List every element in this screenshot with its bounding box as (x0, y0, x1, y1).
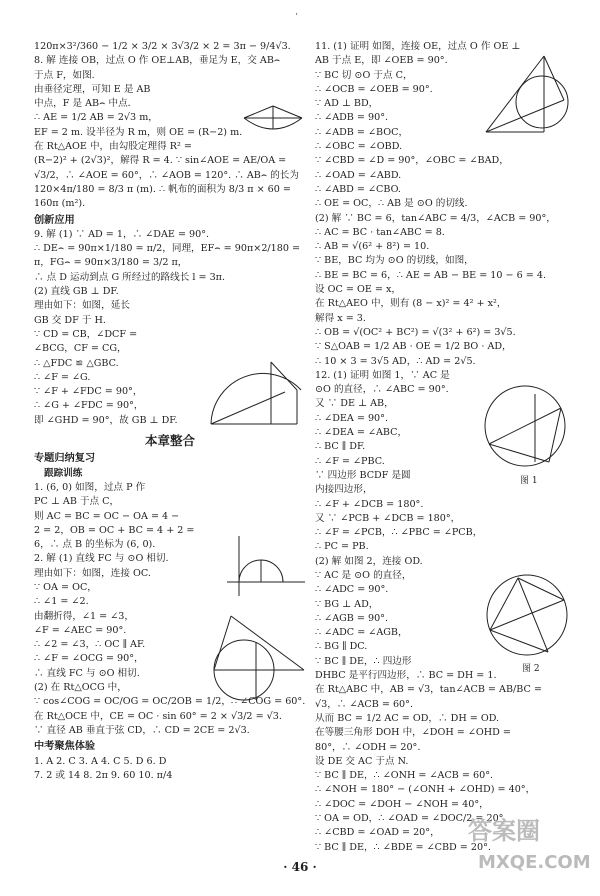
text-line: ∴ 10 × 3 = 3√5 AD，∴ AD = 2√5. (315, 355, 476, 367)
text-line: 理由如下：如图，延长 (34, 300, 130, 312)
text-line: 在等腰三角形 DOH 中，∠DOH = ∠OHD = (315, 727, 511, 739)
text-line: AB 于点 E，即 ∠OEB = 90°. (315, 55, 448, 67)
section-heading: 创新应用 (34, 214, 75, 226)
text-line: 理由如下：如图，连接 OC. (34, 567, 151, 579)
figure-problem-12-1 (475, 382, 575, 470)
text-line: ∵ BC 切 ⊙O 于点 C， (315, 69, 413, 81)
text-line: ⊙O 的直径，∴ ∠ABC = 90°. (315, 384, 449, 396)
text-line: ∴ 点 D 运动到点 G 所经过的路线长 l = 3π. (34, 271, 226, 283)
text-line: 中点，F 是 AB⌢ 中点． (34, 98, 138, 110)
text-line: 设 OC = OE = x， (315, 284, 401, 296)
subsection-heading: 跟踪训练 (44, 467, 83, 479)
text-line: 1. (6, 0) 如图，过点 P 作 (34, 481, 146, 493)
text-line: ∴ ∠DEA = ∠ABC， (315, 427, 408, 439)
text-line: ∴ ∠1 = ∠2. (34, 596, 89, 608)
text-line: ∵ 四边形 BCDF 是圆 (315, 469, 411, 481)
text-line: ∴ ∠DEA = 90°. (315, 412, 389, 424)
text-line: ∴ ∠ABD = ∠CBO. (315, 183, 401, 195)
text-line: ∴ ∠F = ∠PBC. (315, 455, 385, 467)
chapter-heading: 本章整合 (144, 434, 195, 449)
figure-tangent-circle (206, 612, 306, 712)
top-mark: · (295, 9, 299, 20)
figure-1-caption: 图 1 (520, 476, 538, 486)
text-line: ∵ OA = OC， (34, 581, 97, 593)
text-line: ∠BCG，CF = CG， (34, 343, 127, 355)
text-line: GB 交 DF 于 H. (34, 314, 106, 326)
text-line: ∴ PC = PB. (315, 541, 369, 553)
text-line: ∴ BC ∥ DF. (315, 441, 366, 453)
text-line: ∴ AC = BC · tan∠ABC = 8. (315, 226, 445, 238)
text-line: 在 Rt△AEO 中，则有 (8 − x)² = 4² + x²， (315, 298, 507, 310)
text-line: 又 ∵ DE ⊥ AB， (315, 398, 394, 410)
text-line: 内接四边形， (315, 484, 373, 496)
text-line: 8. 解 连接 OB，过点 O 作 OE⊥AB，垂足为 E，交 AB⌢ (34, 55, 281, 67)
text-line: (2) 解 如图 2，连接 OD. (315, 555, 423, 567)
text-line: 120×4π/180 = 8/3 π (m). ∴ 帆布的面积为 8/3 π × 60 = (34, 183, 291, 195)
text-line: 则 AC = BC = OC − OA = 4 − (34, 510, 180, 522)
text-line: ∵ AD ⊥ BD， (315, 98, 379, 110)
text-line: 在 Rt△ABC 中，AB = √3，tan∠ACB = AB/BC = (315, 684, 542, 696)
section-heading: 专题归纳复习 (34, 453, 96, 465)
watermark-logo: 答案圈 (468, 817, 540, 845)
text-line: ∴ BG ∥ DC. (315, 641, 368, 653)
text-line: 于点 F，如图. (34, 69, 95, 81)
text-line: ∠F = ∠AEC = 90°. (34, 624, 127, 636)
text-line: ∴ ∠F = ∠OCG = 90°， (34, 653, 144, 665)
text-line: (2) 解 ∵ BC = 6，tan∠ABC = 4/3，∠ACB = 90°， (315, 212, 556, 224)
text-line: ∵ cos∠COG = OC/OG = OC/2OB = 1/2，∴ ∠COG = 60°. (34, 696, 306, 708)
text-line: DHBC 是平行四边形，∴ BC = DH = 1. (315, 670, 497, 682)
text-line: ∵ BE，BC 均为 ⊙O 的切线，如图， (315, 255, 474, 267)
text-line: ∴ ∠OAD = ∠ABD. (315, 169, 402, 181)
text-line: 11. (1) 证明 如图，连接 OE，过点 O 作 OE ⊥ (315, 41, 521, 52)
text-line: ∵ S△OAB = 1/2 AB · OE = 1/2 BO · AD， (315, 341, 512, 353)
text-line: ∴ AE = 1/2 AB = 2√3 m， (34, 112, 158, 124)
text-line: EF = 2 m. 设半径为 R m，则 OE = (R−2) m. (34, 126, 243, 138)
text-line: (2) 在 Rt△OCG 中， (34, 682, 127, 694)
text-line: ∵ BC ∥ DE，∴ ∠ONH = ∠ACB = 60°. (315, 770, 494, 782)
text-line: ∵ AC 是 ⊙O 的直径， (315, 569, 412, 581)
figure-2-caption: 图 2 (522, 664, 540, 674)
text-line: 2. 解 (1) 直线 FC 与 ⊙O 相切. (34, 553, 169, 565)
page-number: · 46 · (283, 859, 317, 874)
text-line: 7. 2 或 14 8. 2π 9. 60 10. π/4 (34, 769, 173, 781)
text-line: ∵ BG ⊥ AD， (315, 598, 379, 610)
text-line: ∴ ∠F = ∠PCB，∴ ∠PBC = ∠PCB， (315, 527, 483, 539)
text-line: 1. A 2. C 3. A 4. C 5. D 6. D (34, 755, 167, 767)
figure-coordinate-circle (225, 532, 310, 600)
text-line: (R−2)² + (2√3)²，解得 R = 4. ∵ sin∠AOE = AE/OA = (34, 155, 287, 167)
text-line: ∴ 直线 FC 与 ⊙O 相切. (34, 667, 140, 679)
text-line: 6，∴ 点 B 的坐标为 (6, 0). (34, 539, 156, 551)
figure-problem-12-2 (478, 570, 576, 660)
text-line: π，FG⌢ = 90π×3/180 = 3/2 π， (34, 257, 188, 269)
text-line: ∴ ∠ADB = ∠BOC， (315, 126, 409, 138)
text-line: ∴ ∠OCB = ∠OEB = 90°. (315, 83, 433, 95)
text-line: ∵ ∠F + ∠FDC = 90°， (34, 386, 143, 398)
text-line: PC ⊥ AB 于点 C， (34, 496, 120, 508)
text-line: ∵ ∠CBD = ∠D = 90°，∠OBC = ∠BAD， (315, 155, 509, 167)
text-line: 从而 BC = 1/2 AC = OD，∴ DH = OD. (315, 712, 500, 724)
text-line: ∴ ∠ADB = 90°. (315, 112, 389, 124)
text-line: ∵ CD = CB，∠DCF = (34, 328, 138, 340)
text-line: ∴ ∠F = ∠G. (34, 371, 91, 383)
text-line: 在 Rt△OCE 中，CE = OC · sin 60° = 2 × √3/2 = √3. (34, 710, 282, 722)
section-heading: 中考聚焦体验 (34, 741, 96, 753)
text-line: ∵ OA = OD，∴ ∠OAD = ∠DOC/2 = 20°. (315, 813, 507, 825)
text-line: ∴ OE = OC，∴ AB 是 ⊙O 的切线. (315, 198, 468, 210)
text-line: (2) 直线 GB ⊥ DF. (34, 286, 119, 298)
text-line: ∵ BC ∥ DE，∴ 四边形 (315, 655, 412, 667)
text-line: 由翻折得，∠1 = ∠3， (34, 610, 134, 622)
text-line: 120π×3²/360 − 1/2 × 3/2 × 3√3/2 × 2 = 3π − 9/4√3. (34, 41, 291, 52)
figure-sail-arc (238, 104, 308, 144)
figure-problem-11 (478, 52, 578, 140)
text-line: ∵ 直径 AB 垂直于弦 CD，∴ CD = 2CE = 2√3. (34, 724, 250, 736)
text-line: 在 Rt△AOE 中，由勾股定理得 R² = (34, 141, 192, 153)
text-line: ∵ BC ∥ DE，∴ ∠BDE = ∠CBD = 20°. (315, 841, 491, 853)
text-line: ∴ ∠2 = ∠3，∴ OC ∥ AF. (34, 639, 146, 651)
text-line: ∴ ∠OBC = ∠OBD. (315, 141, 403, 153)
text-line: ∴ DE⌢ = 90π×1/180 = π/2，同理，EF⌢ = 90π×2/180 = (34, 243, 301, 255)
text-line: ∴ ∠CBD = ∠OAD = 20°， (315, 827, 440, 839)
text-line: ∴ ∠AGB = 90°. (315, 612, 389, 624)
text-line: 12. (1) 证明 如图 1，∵ AC 是 (315, 369, 450, 381)
text-line: 80°，∴ ∠ODH = 20°. (315, 741, 421, 753)
text-line: ∴ AB = √(6² + 8²) = 10. (315, 241, 430, 253)
text-line: 由垂径定理，可知 E 是 AB (34, 83, 151, 95)
text-line: 解得 x = 3. (315, 312, 366, 324)
figure-rolling-square (205, 360, 305, 432)
text-line: ∴ ∠NOH = 180° − (∠ONH + ∠OHD) = 40°， (315, 784, 536, 796)
text-line: 设 DE 交 AC 于点 N. (315, 755, 409, 767)
text-line: ∴ △FDC ≌ △GBC. (34, 357, 119, 369)
text-line: ∴ ∠ADC = 90°. (315, 584, 389, 596)
text-line: √3/2，∴ ∠AOE = 60°，∴ ∠AOB = 120°. ∴ AB⌢ 的长为 (34, 169, 299, 181)
text-line: 即 ∠GHD = 90°，故 GB ⊥ DF. (34, 414, 178, 426)
text-line: ∴ ∠DOC = ∠DOH − ∠NOH = 40°， (315, 798, 489, 810)
text-line: 2 = 2，OB = OC + BC = 4 + 2 = (34, 524, 195, 536)
text-line: 9. 解 (1) ∵ AD = 1，∴ ∠DAE = 90°. (34, 228, 210, 240)
text-line: ∴ ∠G + ∠FDC = 90°， (34, 400, 144, 412)
text-line: √3，∴ ∠ACB = 60°. (315, 698, 414, 710)
text-line: ∴ OB = √(OC² + BC²) = √(3² + 6²) = 3√5. (315, 326, 516, 338)
text-line: ∴ BE = BC = 6，∴ AE = AB − BE = 10 − 6 = 4. (315, 269, 547, 281)
text-line: ∴ ∠F + ∠DCB = 180°. (315, 498, 424, 510)
watermark-domain: MXQE.COM (478, 852, 591, 873)
text-line: 160π (m²). (34, 198, 86, 210)
text-line: ∴ ∠ADC = ∠AGB， (315, 627, 408, 639)
text-line: 又 ∵ ∠PCB + ∠DCB = 180°， (315, 512, 461, 524)
